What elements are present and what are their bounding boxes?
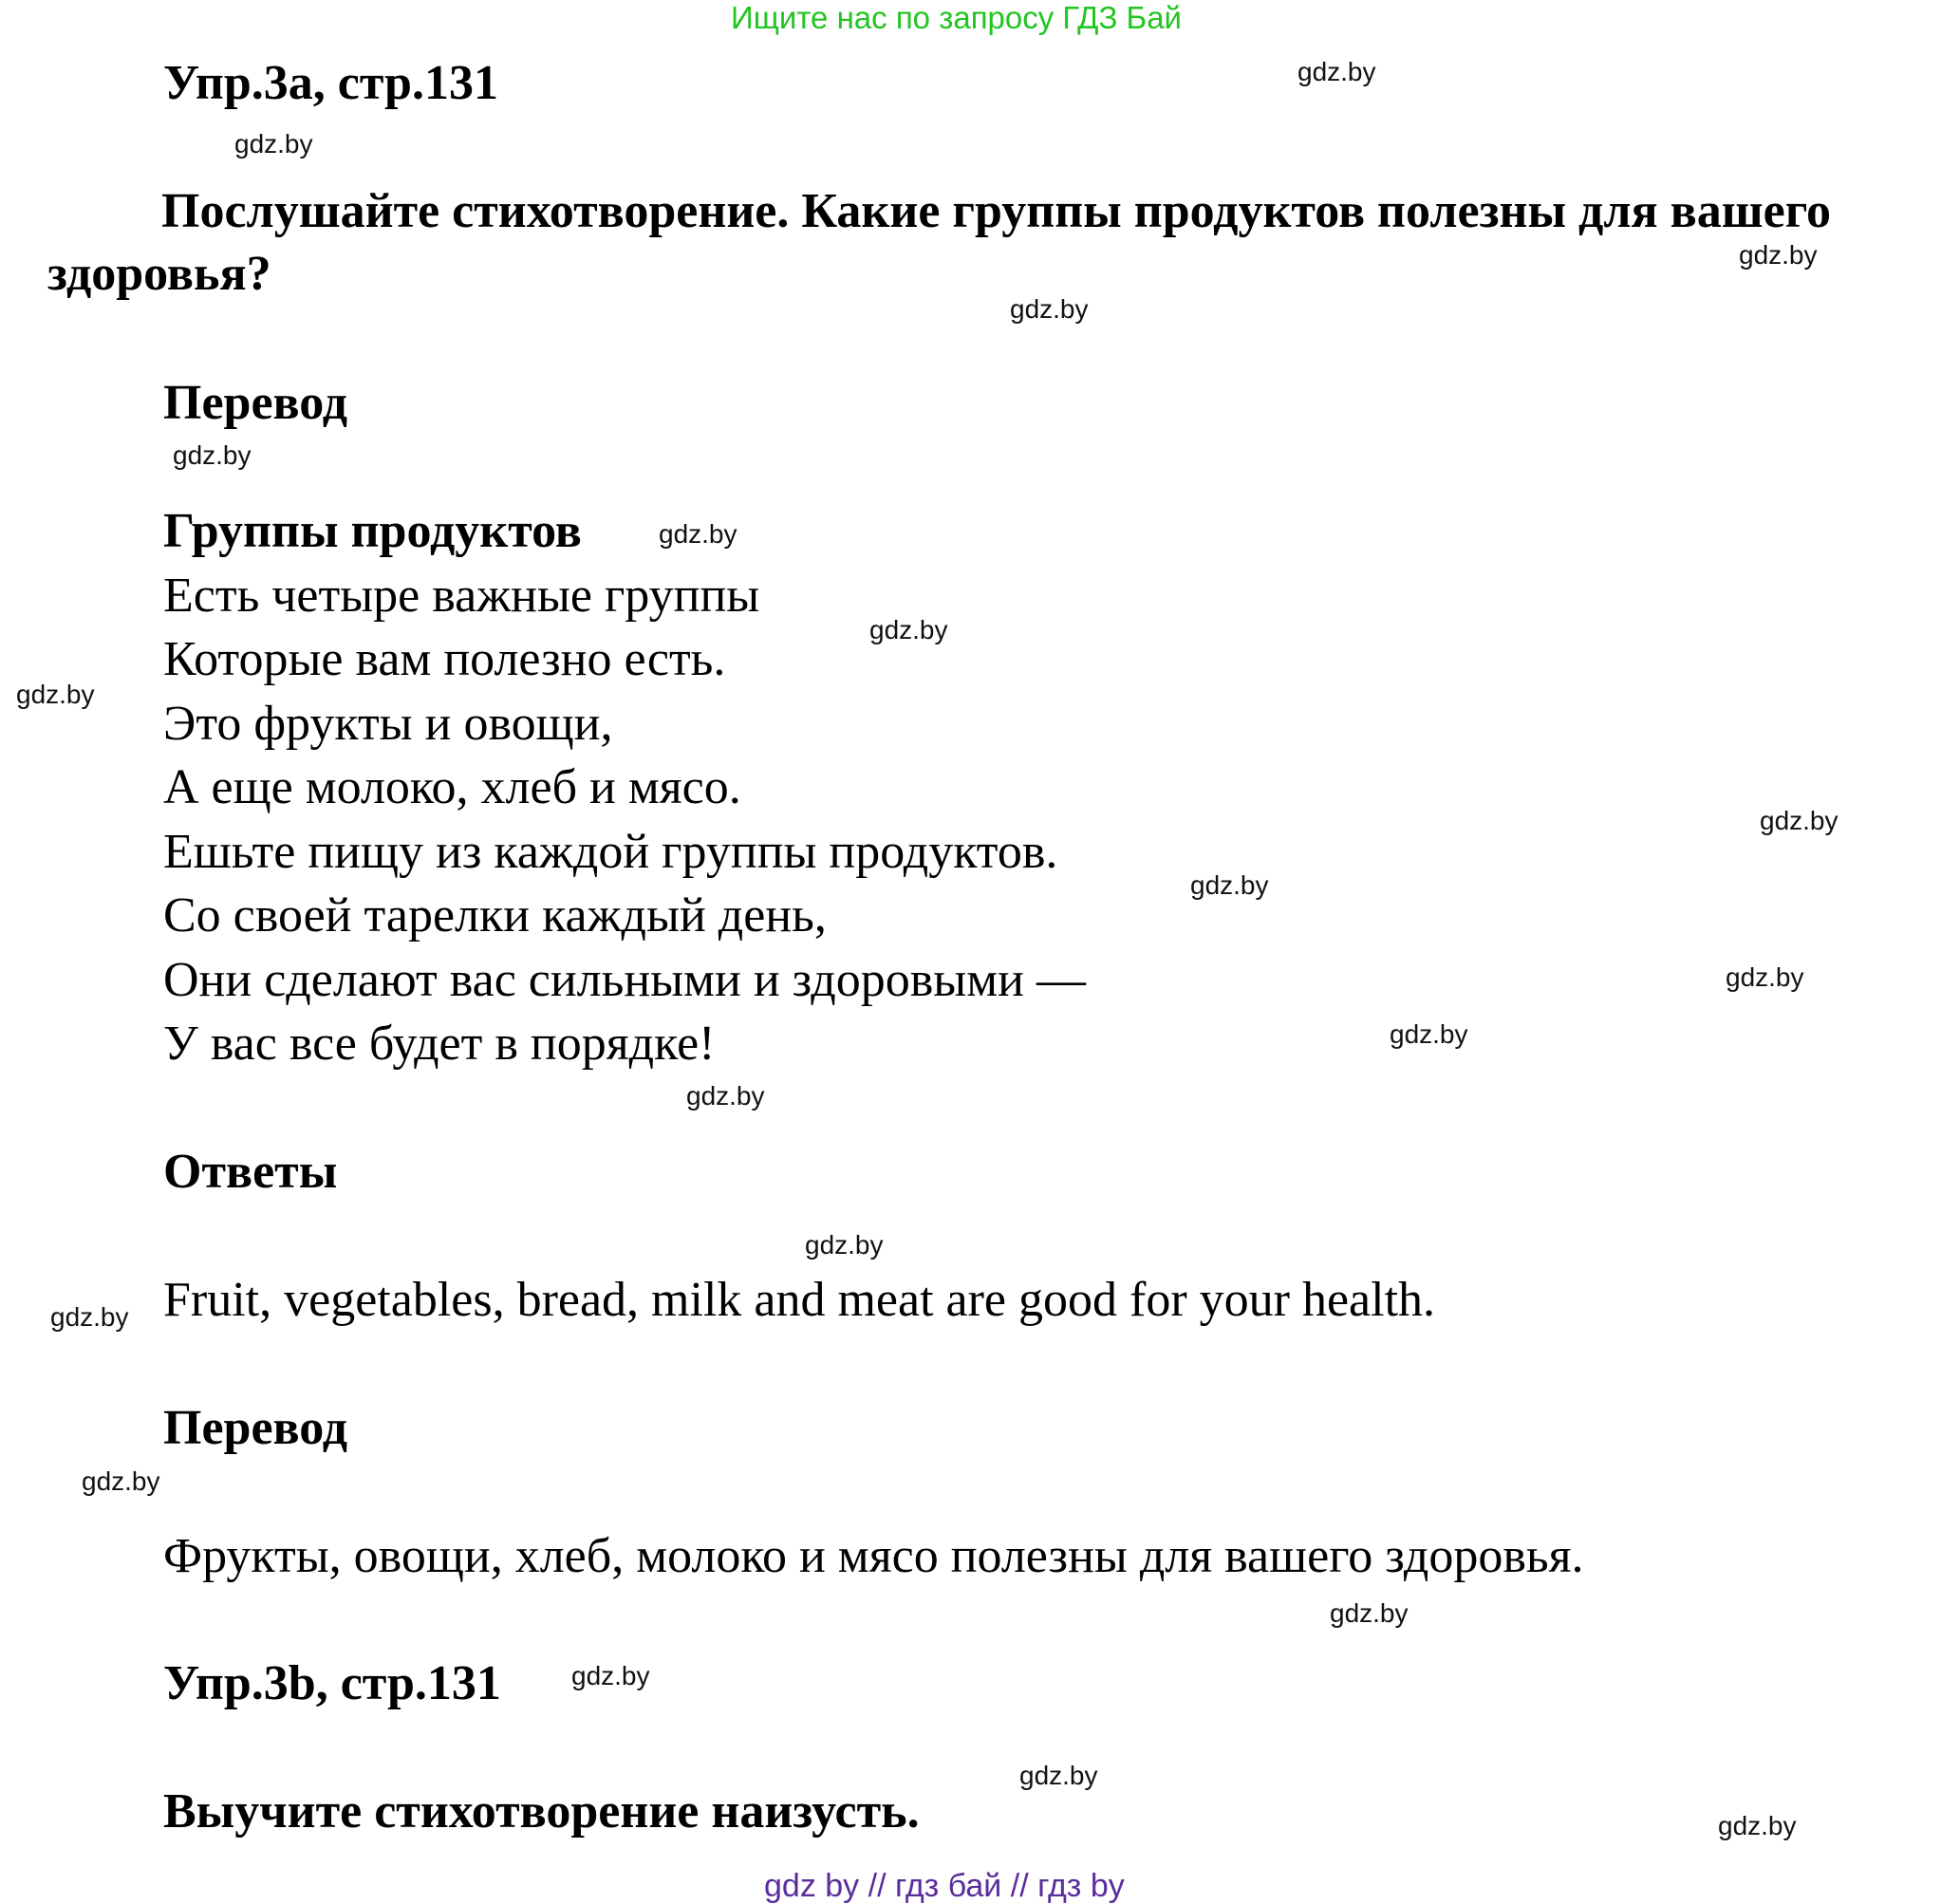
watermark: gdz.by — [173, 440, 252, 470]
poem-title: Группы продуктов — [163, 504, 582, 558]
translation-heading-2: Перевод — [163, 1401, 348, 1455]
exercise-3a-heading: Упр.3a, стр.131 — [163, 56, 498, 110]
answer-translation: Фрукты, овощи, хлеб, молоко и мясо полезны для вашего здоровья. — [163, 1529, 1584, 1583]
watermark: gdz.by — [1760, 806, 1839, 835]
poem-line-5: Ешьте пищу из каждой группы продуктов. — [163, 825, 1058, 879]
watermark: gdz.by — [16, 680, 95, 709]
watermark: gdz.by — [234, 129, 313, 159]
watermark: gdz.by — [1010, 294, 1089, 324]
watermark: gdz.by — [1726, 962, 1804, 992]
top-banner: Ищите нас по запросу ГДЗ Бай — [731, 0, 1182, 35]
watermark: gdz.by — [659, 519, 737, 549]
watermark: gdz.by — [1390, 1019, 1468, 1049]
bottom-banner: gdz by // гдз бай // гдз by — [764, 1868, 1125, 1904]
poem-line-3: Это фрукты и овощи, — [163, 697, 613, 751]
watermark: gdz.by — [1718, 1811, 1797, 1840]
watermark: gdz.by — [1019, 1761, 1098, 1790]
exercise-3a-task — [47, 180, 1906, 306]
poem-line-6: Со своей тарелки каждый день, — [163, 888, 827, 943]
translation-heading-1: Перевод — [163, 376, 348, 430]
watermark: gdz.by — [82, 1466, 160, 1496]
poem-line-4: А еще молоко, хлеб и мясо. — [163, 760, 741, 814]
exercise-3b-task: Выучите стихотворение наизусть. — [163, 1784, 920, 1839]
watermark: gdz.by — [805, 1230, 884, 1260]
watermark: gdz.by — [1297, 57, 1376, 86]
watermark: gdz.by — [50, 1302, 129, 1332]
exercise-3a-task-text: Послушайте стихотворение. Какие группы продуктов полезны для вашего здоровья? — [47, 184, 1832, 301]
watermark: gdz.by — [1330, 1598, 1409, 1628]
poem-line-8: У вас все будет в порядке! — [163, 1017, 716, 1071]
watermark: gdz.by — [686, 1081, 765, 1111]
exercise-3b-heading: Упр.3b, стр.131 — [163, 1656, 501, 1710]
poem-line-2: Которые вам полезно есть. — [163, 632, 726, 686]
watermark: gdz.by — [1190, 870, 1269, 900]
watermark: gdz.by — [571, 1661, 650, 1690]
watermark: gdz.by — [869, 615, 948, 644]
watermark: gdz.by — [1739, 240, 1818, 270]
answers-heading: Ответы — [163, 1145, 338, 1199]
answer-text: Fruit, vegetables, bread, milk and meat are good for your health. — [163, 1273, 1436, 1327]
poem-line-1: Есть четыре важные группы — [163, 569, 760, 623]
poem-line-7: Они сделают вас сильными и здоровыми — — [163, 953, 1086, 1007]
